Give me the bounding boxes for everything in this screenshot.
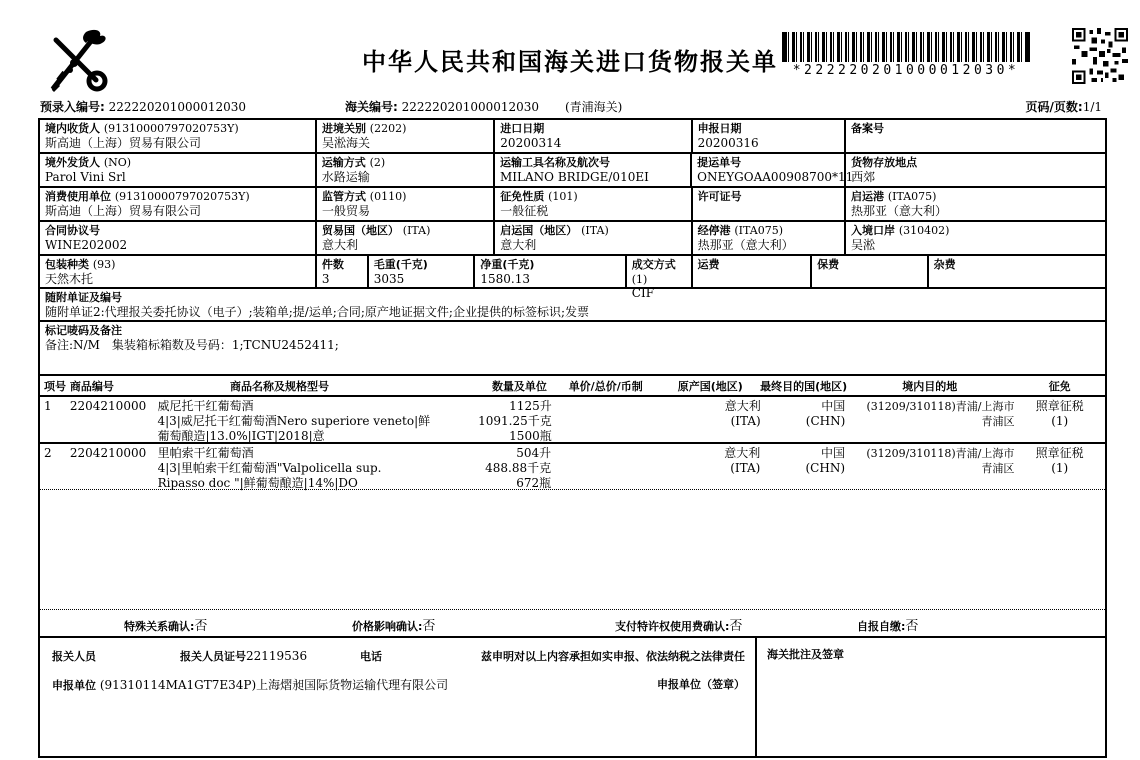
page-number: 页码/页数:1/1 (1025, 100, 1102, 114)
field-net-weight: 净重(千克) 1580.13 (475, 256, 626, 287)
goods-item-domestic: (31209/310118)青浦/上海市 青浦区 (866, 400, 1015, 428)
field-transaction-mode: 成交方式 (1) CIF (627, 256, 693, 287)
goods-item-dest: 中国 (CHN) (805, 399, 846, 428)
goods-item-origin: 意大利 (ITA) (724, 399, 761, 428)
form-row-4 (40, 222, 1105, 256)
goods-header-price: 单价/总价/币制 (568, 379, 643, 393)
footer-customs-area (757, 638, 1105, 757)
goods-item-price (552, 399, 661, 442)
field-packing-type: 包装种类 (93) 天然木托 (40, 256, 317, 287)
barcode-text: *222220201000012030* (792, 63, 1020, 78)
form-row-2 (40, 154, 1105, 188)
declaration-statement: 兹申明对以上内容承担如实申报、依法纳税之法律责任 (481, 649, 745, 663)
price-impact-confirm: 价格影响确认:否 (352, 618, 436, 634)
goods-item-qty: 504升 488.88千克 672瓶 (485, 446, 552, 490)
field-trade-country: 贸易国（地区） (ITA) 意大利 (317, 222, 495, 254)
field-transit-port: 经停港 (ITA075) 热那亚（意大利） (693, 222, 846, 254)
field-entry-customs: 进境关别 (2202) 吴淞海关 (317, 120, 495, 152)
declarant-id: 报关人员证号22119536 (180, 648, 308, 663)
field-consumer-unit: 消费使用单位 (91310000797020753Y) 斯高迪（上海）贸易有限公司 (40, 188, 317, 220)
goods-item-tax: 照章征税 (1) (1035, 399, 1084, 428)
form-row-documents (40, 289, 1105, 322)
field-documents: 随附单证及编号 随附单证2:代理报关委托协议（电子）;装箱单;提/运单;合同;原产地证据文件;企业提供的标签标识;发票 (45, 291, 589, 319)
declare-unit: 申报单位 (91310114MA1GT7E34P)上海熠昶国际货物运输代理有限公司 (52, 677, 449, 692)
qr-code-icon (1072, 28, 1128, 84)
declare-unit-seal: 申报单位（签章） (657, 677, 745, 691)
goods-item-qty: 1125升 1091.25千克 1500瓶 (478, 399, 552, 443)
goods-item-domestic: (31209/310118)青浦/上海市 青浦区 (866, 447, 1015, 475)
declaration-form (38, 118, 1107, 758)
goods-header-name: 商品名称及规格型号 (230, 379, 330, 393)
field-supervision-mode: 监管方式 (0110) 一般贸易 (317, 188, 495, 220)
field-license-no: 许可证号 (693, 188, 846, 220)
form-title: 中华人民共和国海关进口货物报关单 (362, 48, 778, 76)
form-row-3 (40, 188, 1105, 222)
declarant-label: 报关人员 (52, 649, 96, 663)
field-bill-no: 提运单号 ONEYGOAA00908700*11 (692, 154, 846, 186)
field-insurance: 保费 (812, 256, 929, 287)
phone-label: 电话 (360, 649, 382, 663)
barcode (782, 32, 1030, 78)
goods-item-name: 威尼托干红葡萄酒 4|3|威尼托干红葡萄酒Nero superiore veneto|鲜 葡萄酿造|13.0%|IGT|2018|意 (157, 399, 431, 443)
royalty-fee-confirm: 支付特许权使用费确认:否 (615, 618, 743, 634)
field-import-date: 进口日期 20200314 (495, 120, 692, 152)
goods-header-code: 商品编号 (69, 379, 114, 393)
customs-number: 海关编号: 222220201000012030 (345, 100, 540, 114)
goods-header-dest: 最终目的国(地区) (760, 379, 848, 393)
field-record-no: 备案号 (851, 122, 884, 135)
field-transport-mode: 运输方式 (2) 水路运输 (317, 154, 495, 186)
field-declare-date: 申报日期 20200316 (693, 120, 846, 152)
field-departure-country: 启运国（地区） (ITA) 意大利 (495, 222, 692, 254)
barcode-bars (782, 32, 1030, 62)
field-gross-weight: 毛重(千克) 3035 (369, 256, 476, 287)
field-freight: 运费 (693, 256, 813, 287)
goods-item-row-2: 2 2204210000 里帕索干红葡萄酒 4|3|里帕索干红葡萄酒"Valpolicella sup. Ripasso doc "|鲜葡萄酿造|14%|DO 504升 488.88千克 672瓶 意大利 (ITA) 中国 (CHN) (31209/310118)青浦/上海市 青浦区 照章征税 (1) (40, 444, 1105, 490)
field-tax-nature: 征免性质 (101) 一般征税 (495, 188, 692, 220)
field-contract-no: 合同协议号 WINE202002 (40, 222, 317, 254)
field-consignee: 境内收货人 (91310000797020753Y) 斯高迪（上海）贸易有限公司 (40, 120, 317, 152)
footer-declarant-area (40, 638, 757, 757)
field-overseas-shipper: 境外发货人 (NO) Parol Vini Srl (40, 154, 317, 186)
form-row-marks (40, 322, 1105, 376)
self-declare-confirm: 自报自缴:否 (857, 618, 919, 634)
goods-header-tax: 征免 (1048, 379, 1071, 393)
meta-line (0, 98, 1140, 116)
field-departure-port: 启运港 (ITA075) 热那亚（意大利） (851, 190, 948, 218)
field-misc-fee: 杂费 (933, 258, 956, 271)
customs-note-label: 海关批注及签章 (767, 647, 844, 661)
goods-item-price (551, 446, 661, 489)
field-marks: 标记唛码及备注 备注:N/M 集装箱标箱数及号码：1;TCNU2452411; (45, 324, 339, 352)
goods-header-qty: 数量及单位 (491, 379, 547, 393)
goods-empty-area (40, 490, 1105, 610)
form-row-1 (40, 120, 1105, 154)
goods-table-header (40, 376, 1105, 397)
field-transport-name: 运输工具名称及航次号 MILANO BRIDGE/010EI (495, 154, 692, 186)
goods-item-dest: 中国 (CHN) (805, 446, 845, 475)
customs-office: (青浦海关) (565, 100, 623, 114)
field-pieces: 件数 3 (317, 256, 369, 287)
goods-header-origin: 原产国(地区) (677, 379, 743, 393)
confirmation-row (40, 610, 1105, 638)
special-relation-confirm: 特殊关系确认:否 (124, 618, 208, 634)
form-row-packing (40, 256, 1105, 300)
goods-item-origin: 意大利 (ITA) (724, 446, 761, 475)
pre-entry-number: 预录入编号: 222220201000012030 (40, 100, 247, 114)
field-storage-place: 货物存放地点 西郊 (851, 156, 918, 184)
form-footer (40, 638, 1105, 757)
goods-header-no: 项号 (44, 379, 66, 393)
goods-item-name: 里帕索干红葡萄酒 4|3|里帕索干红葡萄酒"Valpolicella sup. Ripasso doc "|鲜葡萄酿造|14%|DO (157, 446, 382, 490)
goods-item-tax: 照章征税 (1) (1035, 446, 1084, 475)
goods-item-row-1: 1 2204210000 威尼托干红葡萄酒 4|3|威尼托干红葡萄酒Nero superiore veneto|鲜 葡萄酿造|13.0%|IGT|2018|意 1125升 1091.25千克 1500瓶 意大利 (ITA) 中国 (CHN) (31209/310118)青浦/上海市 青浦区 照章征税 (1) (40, 397, 1105, 444)
goods-header-domestic: 境内目的地 (902, 379, 958, 393)
field-entry-port: 入境口岸 (310402) 吴淞 (851, 224, 950, 252)
